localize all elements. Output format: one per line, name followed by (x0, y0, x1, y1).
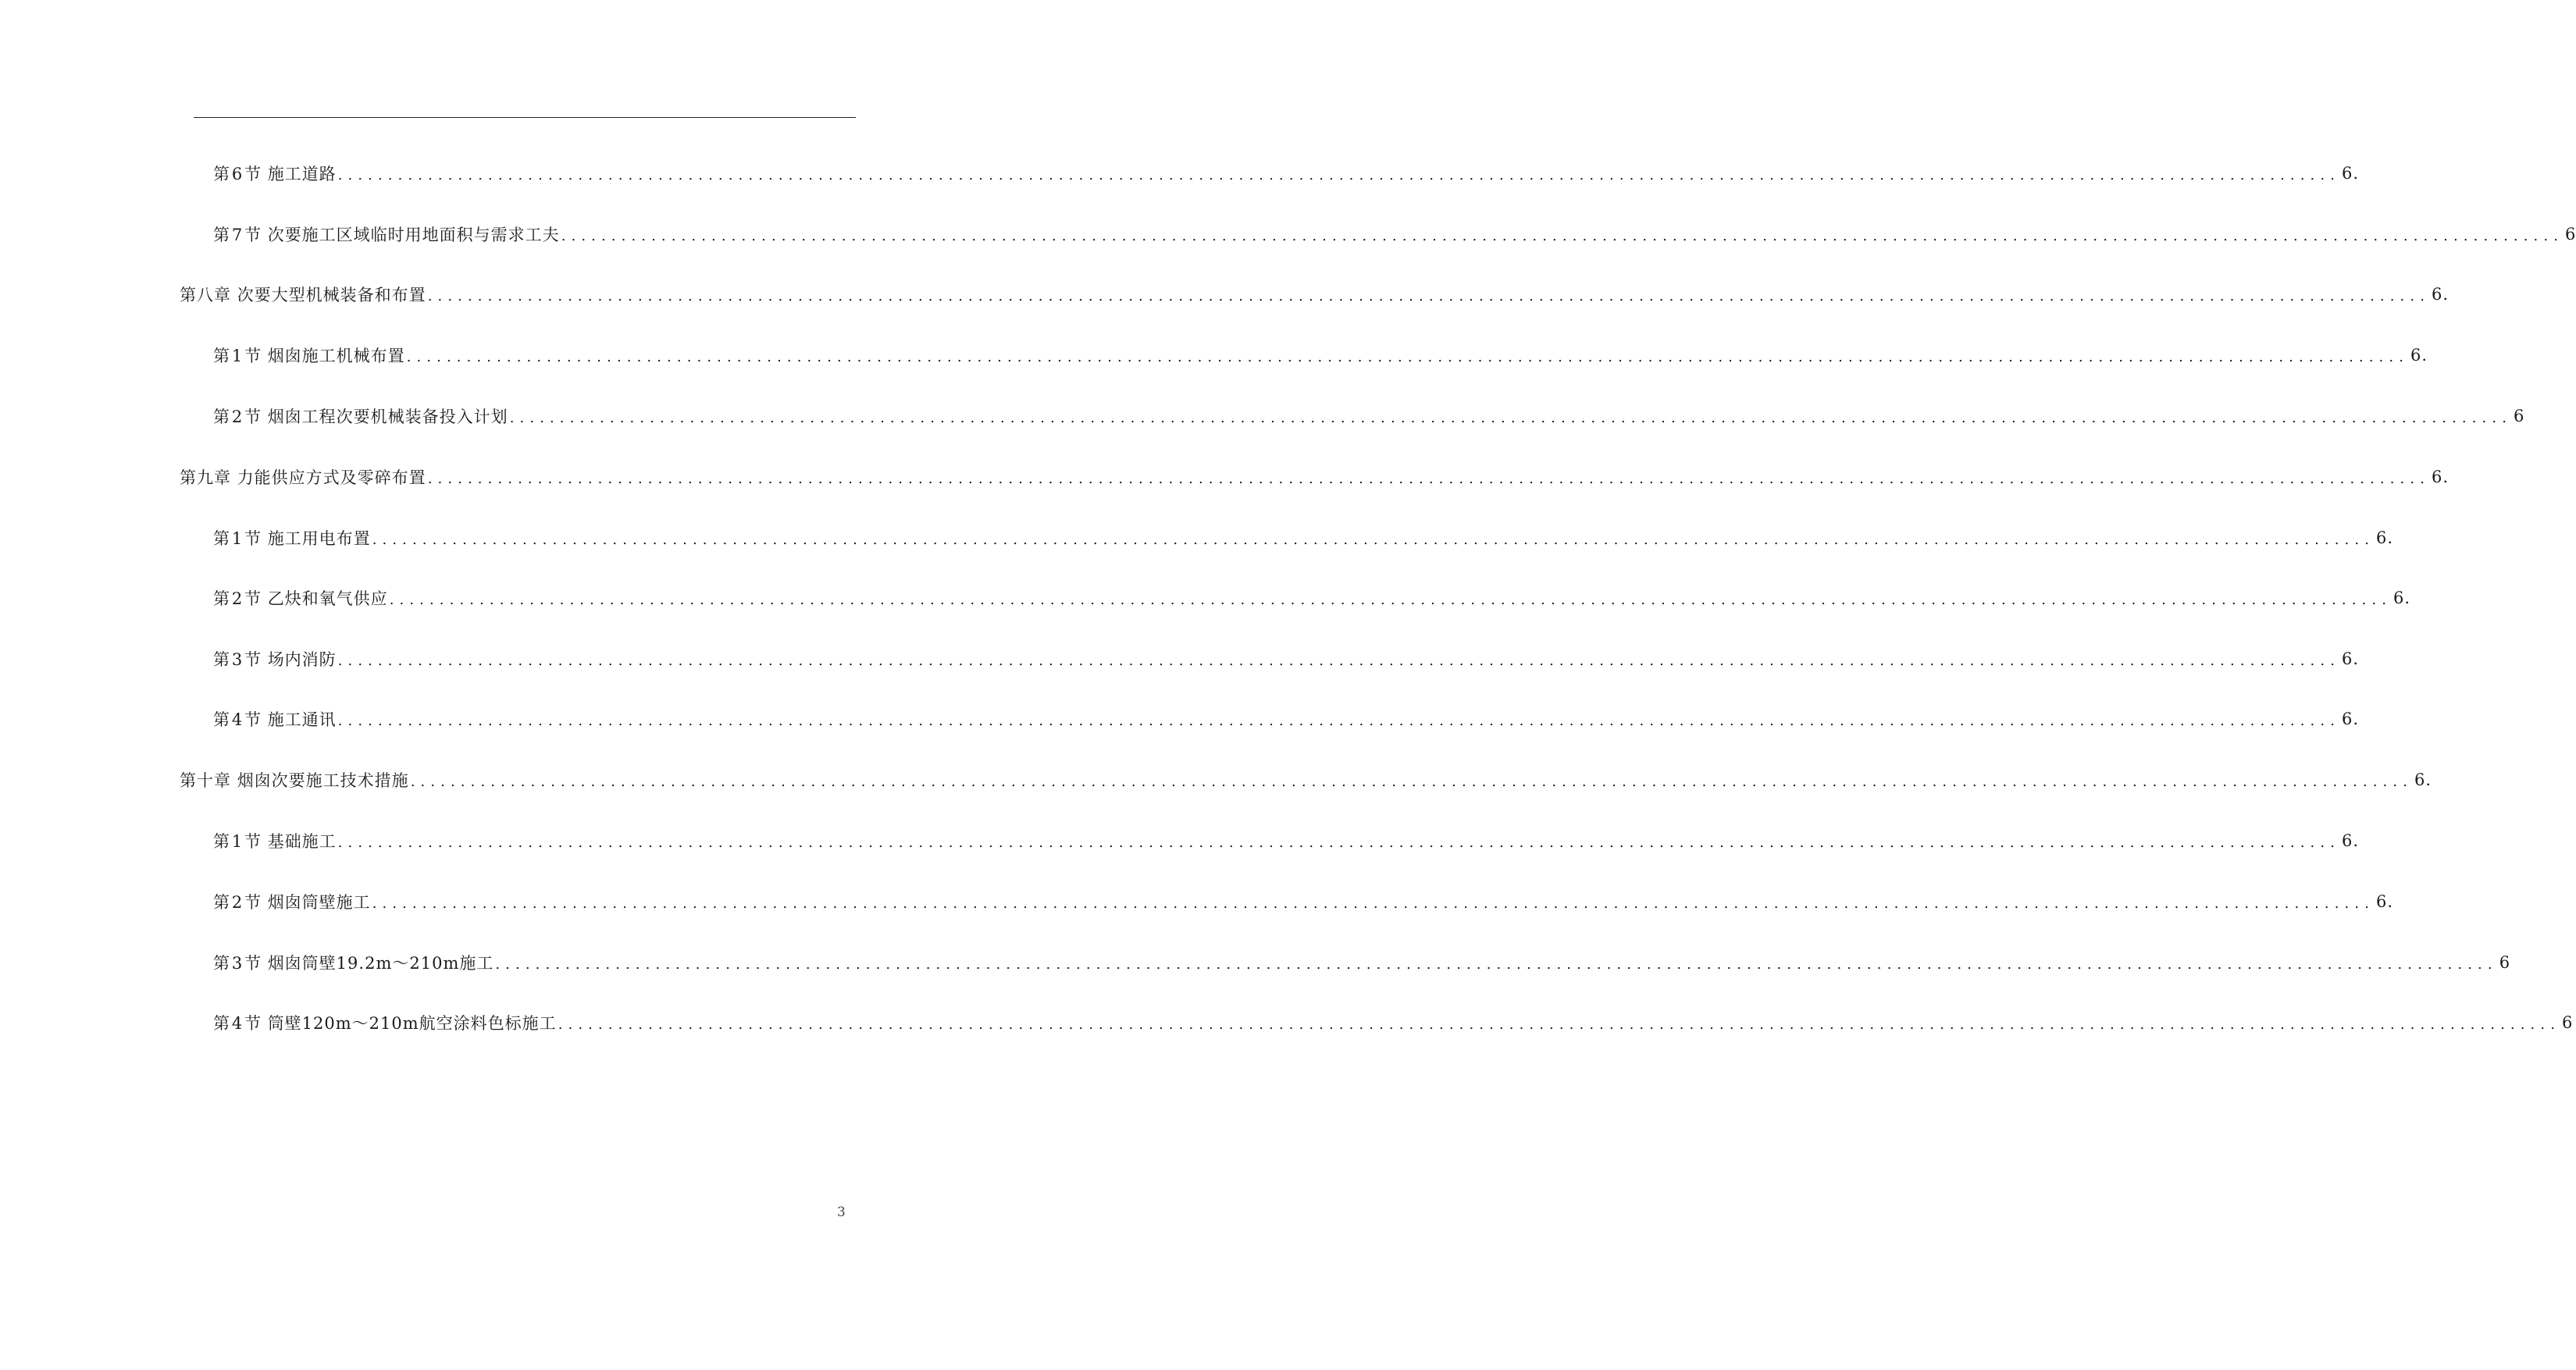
chapter-label: 第八章 (180, 286, 231, 304)
toc-chapter-entry[interactable] (180, 461, 2450, 493)
section-number: 2 (231, 407, 244, 426)
toc-page-number: 6 (2499, 953, 2511, 972)
toc-section-entry[interactable] (213, 703, 2360, 735)
dot-leader: ........................................................................................................................................................................................................ (406, 348, 2410, 365)
section-number: 1 (231, 832, 244, 851)
toc-page-number: 6. (2342, 710, 2360, 728)
entry-title-text: 次要施工区域临时用地面积与需求工夫 (267, 226, 560, 244)
toc-entry-title (180, 283, 426, 306)
section-number: 7 (231, 226, 244, 244)
toc-section-entry[interactable] (213, 947, 2511, 978)
toc-page-number: 6. (2376, 528, 2394, 547)
section-prefix: 第 (213, 226, 230, 244)
section-prefix: 第 (213, 589, 230, 608)
entry-title-text: 烟囱工程次要机械装备投入计划 (267, 407, 508, 426)
section-number: 2 (231, 893, 244, 912)
entry-title-text: 烟囱筒壁19.2m～210m施工 (267, 954, 494, 973)
toc-entry-title (213, 526, 371, 550)
entry-title-text: 烟囱施工机械布置 (267, 347, 405, 365)
entry-title-text: 场内消防 (267, 650, 337, 669)
toc-page-number: 6. (2414, 770, 2432, 789)
dot-leader: ........................................................................................................................................................................................................ (561, 227, 2564, 244)
dot-leader: ........................................................................................................................................................................................................ (427, 287, 2431, 304)
dot-leader: ........................................................................................................................................................................................................ (389, 591, 2393, 608)
dot-leader: ........................................................................................................................................................................................................ (337, 712, 2341, 729)
dot-leader: ........................................................................................................................................................................................................ (337, 834, 2341, 851)
toc-entry-title (213, 647, 337, 671)
section-unit: 节 (244, 226, 262, 244)
chapter-label: 第九章 (180, 468, 231, 487)
toc-page-number: 6. (2432, 468, 2450, 486)
section-number: 1 (231, 347, 244, 365)
toc-page-number: 6. (2376, 892, 2394, 911)
toc-page-number: 6. (2410, 346, 2428, 365)
toc-entry-title (213, 162, 337, 185)
toc-entry-title (213, 951, 493, 974)
section-prefix: 第 (213, 529, 230, 548)
toc-entry-title (213, 404, 508, 428)
chapter-label: 第十章 (180, 771, 231, 790)
entry-title-text: 力能供应方式及零碎布置 (237, 468, 426, 487)
toc-section-entry[interactable] (213, 1007, 2574, 1038)
section-number: 3 (231, 650, 244, 669)
toc-section-entry[interactable] (213, 400, 2525, 432)
toc-entry-title (213, 890, 371, 913)
section-unit: 节 (244, 650, 262, 669)
toc-chapter-entry[interactable] (180, 279, 2450, 310)
dot-leader: ........................................................................................................................................................................................................ (509, 409, 2513, 426)
section-unit: 节 (244, 1014, 262, 1033)
toc-section-entry[interactable] (213, 582, 2411, 614)
toc-page-number: 6. (2393, 589, 2411, 607)
toc-section-entry[interactable] (213, 643, 2360, 674)
section-number: 4 (231, 1014, 244, 1033)
entry-title-text: 施工道路 (267, 165, 337, 183)
toc-page-number: 6 (2565, 225, 2576, 244)
dot-leader: ........................................................................................................................................................................................................ (337, 652, 2341, 669)
section-prefix: 第 (213, 347, 230, 365)
entry-title-text: 施工通讯 (267, 710, 337, 729)
toc-section-entry[interactable] (213, 825, 2360, 856)
section-number: 1 (231, 529, 244, 548)
toc-page-number: 6 (2514, 407, 2525, 425)
toc-entry-title (180, 465, 426, 489)
section-prefix: 第 (213, 165, 230, 183)
toc-section-entry[interactable] (213, 219, 2576, 250)
entry-title-text: 烟囱筒壁施工 (267, 893, 371, 912)
section-unit: 节 (244, 529, 262, 548)
section-prefix: 第 (213, 407, 230, 426)
section-unit: 节 (244, 407, 262, 426)
dot-leader: ........................................................................................................................................................................................................ (372, 895, 2375, 912)
dot-leader: ........................................................................................................................................................................................................ (337, 166, 2341, 183)
section-prefix: 第 (213, 893, 230, 912)
toc-entry-title (213, 1011, 557, 1034)
section-number: 2 (231, 589, 244, 608)
toc-entry-title (213, 829, 337, 852)
entry-title-text: 基础施工 (267, 832, 337, 851)
toc-page-number: 6. (2342, 649, 2360, 668)
toc-chapter-entry[interactable] (180, 764, 2432, 795)
section-prefix: 第 (213, 832, 230, 851)
section-unit: 节 (244, 893, 262, 912)
section-number: 6 (231, 165, 244, 183)
dot-leader: ........................................................................................................................................................................................................ (372, 531, 2375, 548)
section-unit: 节 (244, 165, 262, 183)
section-prefix: 第 (213, 650, 230, 669)
entry-title-text: 烟囱次要施工技术措施 (237, 771, 409, 790)
toc-entry-title (213, 586, 388, 610)
section-prefix: 第 (213, 1014, 230, 1033)
toc-section-entry[interactable] (213, 158, 2360, 189)
section-prefix: 第 (213, 710, 230, 729)
section-number: 4 (231, 710, 244, 729)
section-unit: 节 (244, 710, 262, 729)
toc-entry-title (213, 707, 337, 731)
toc-page-number: 6. (2432, 285, 2450, 304)
toc-section-entry[interactable] (213, 886, 2394, 917)
toc-entry-title (180, 768, 409, 792)
toc-page-number: 6. (2342, 164, 2360, 183)
page-number: 3 (837, 1205, 846, 1220)
section-unit: 节 (244, 347, 262, 365)
toc-section-entry[interactable] (213, 522, 2394, 553)
toc-entry-title (213, 222, 560, 246)
dot-leader: ........................................................................................................................................................................................................ (410, 773, 2414, 790)
section-unit: 节 (244, 589, 262, 608)
toc-page-number: 6 (2562, 1013, 2574, 1032)
section-unit: 节 (244, 832, 262, 851)
toc-section-entry[interactable] (213, 340, 2428, 371)
section-prefix: 第 (213, 954, 230, 973)
entry-title-text: 次要大型机械装备和布置 (237, 286, 426, 304)
dot-leader: ........................................................................................................................................................................................................ (427, 470, 2431, 487)
dot-leader: ........................................................................................................................................................................................................ (495, 955, 2498, 973)
entry-title-text: 施工用电布置 (267, 529, 371, 548)
toc-entry-title (213, 343, 405, 367)
section-number: 3 (231, 954, 244, 973)
toc-page-number: 6. (2342, 831, 2360, 850)
entry-title-text: 筒壁120m～210m航空涂料色标施工 (267, 1014, 557, 1033)
entry-title-text: 乙炔和氧气供应 (267, 589, 388, 608)
dot-leader: ........................................................................................................................................................................................................ (558, 1016, 2561, 1033)
section-unit: 节 (244, 954, 262, 973)
